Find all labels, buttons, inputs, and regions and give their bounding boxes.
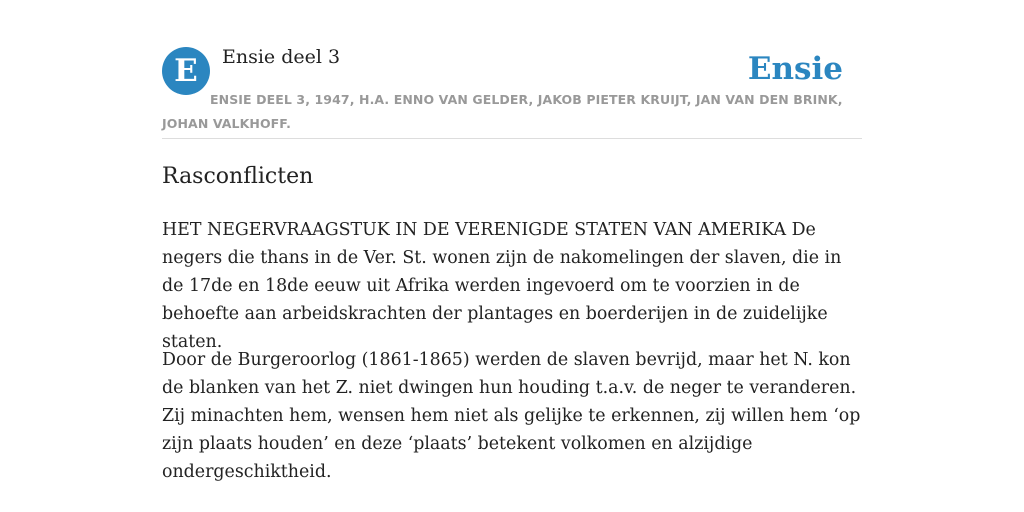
divider xyxy=(162,138,862,139)
book-title[interactable]: Ensie deel 3 xyxy=(222,46,341,68)
article-title: Rasconflicten xyxy=(162,164,314,189)
brand-logo[interactable]: Ensie xyxy=(747,51,843,87)
article-paragraph: HET NEGERVRAAGSTUK IN DE VERENIGDE STATEN VAN AMERIKA De negers die thans in de Ver. St. wonen zijn de nakomelingen der slaven, die in de 17de en 18de eeuw uit Afrika werden ingevoerd om te voorzien in de behoefte aan arbeidskrachten der plantages en boerderijen in de zuidelijke staten. xyxy=(162,220,842,352)
source-meta: ENSIE DEEL 3, 1947, H.A. ENNO VAN GELDER, JAKOB PIETER KRUIJT, JAN VAN DEN BRINK, JOHAN VALKHOFF. xyxy=(162,92,843,131)
ensie-logo-icon[interactable]: E xyxy=(162,47,210,95)
article-paragraph: Door de Burgeroorlog (1861-1865) werden de slaven bevrijd, maar het N. kon de blanken van het Z. niet dwingen hun houding t.a.v. de neger te veranderen. Zij minachten hem, wensen hem niet als gelijke te erkennen, zij willen hem ‘op zijn plaats houden’ en deze ‘plaats’ betekent volkomen en alzijdige ondergeschiktheid. xyxy=(162,350,861,482)
